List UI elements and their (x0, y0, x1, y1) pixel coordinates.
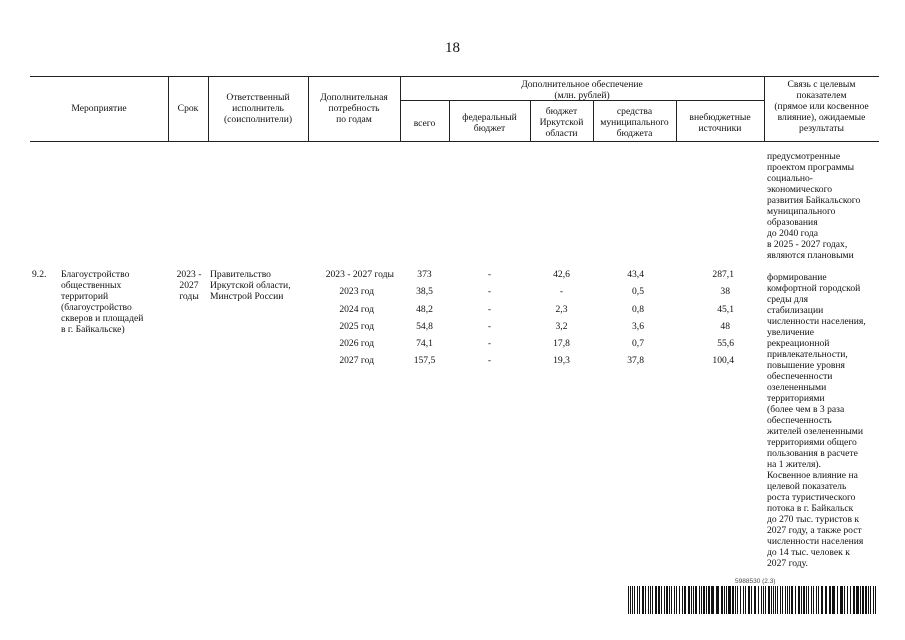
barcode-bar (829, 586, 831, 614)
header-total: всего (413, 118, 436, 129)
barcode-bar (699, 586, 700, 614)
barcode-bar (870, 586, 871, 614)
barcode-bar (791, 586, 793, 614)
barcode-bar (674, 586, 675, 614)
row-extra: 48 (720, 321, 730, 332)
barcode-bar (693, 586, 694, 614)
header-bottom-rule (30, 141, 879, 142)
row-period: 2027 год (339, 355, 374, 366)
barcode-bar (818, 586, 819, 614)
barcode-bar (758, 586, 759, 614)
row-municipal: 0,7 (632, 338, 644, 349)
barcode-bar (664, 586, 665, 614)
barcode-bar (853, 586, 855, 614)
barcode-bar (703, 586, 705, 614)
row-period: 2024 год (339, 304, 374, 315)
barcode-bar (740, 586, 741, 614)
barcode-bar (825, 586, 827, 614)
barcode-bar (875, 586, 876, 614)
barcode-bar (645, 586, 646, 614)
header-funding-group: Дополнительное обеспечение (млн. рублей) (521, 79, 643, 101)
measure-term: 2023 - 2027 годы (176, 269, 202, 302)
row-municipal: 37,8 (627, 355, 644, 366)
barcode-bar (628, 586, 629, 614)
barcode-bar (630, 586, 631, 614)
barcode-bar (837, 586, 838, 614)
measure-executor: Правительство Иркутской области, Минстрой России (210, 269, 291, 302)
barcode-bar (803, 586, 805, 614)
barcode-bar (763, 586, 764, 614)
barcode-bar (655, 586, 657, 614)
barcode-bar (724, 586, 725, 614)
barcode-bar (671, 586, 672, 614)
row-total: 38,5 (416, 286, 433, 297)
row-period: 2026 год (339, 338, 374, 349)
row-regional: 2,3 (555, 304, 568, 315)
barcode-bar (682, 586, 683, 614)
barcode-bar (658, 586, 660, 614)
barcode-bar (735, 586, 736, 614)
barcode-bar (775, 586, 776, 614)
row-federal: - (487, 321, 492, 332)
barcode-bar (801, 586, 802, 614)
barcode-bar (795, 586, 796, 614)
barcode-bar (789, 586, 790, 614)
barcode-bar (785, 586, 786, 614)
barcode-bar (688, 586, 690, 614)
header-need: Дополнительная потребность по годам (320, 92, 388, 125)
row-total: 74,1 (416, 338, 433, 349)
barcode-bar (806, 586, 807, 614)
row-federal: - (487, 269, 492, 280)
barcode-bar (777, 586, 778, 614)
barcode-bar (768, 586, 770, 614)
barcode-bar (754, 586, 756, 614)
barcode-bar (701, 586, 702, 614)
barcode-bar (642, 586, 644, 614)
barcode-bar (737, 586, 738, 614)
barcode-bar (748, 586, 750, 614)
barcode-bar (816, 586, 817, 614)
barcode-bar (634, 586, 635, 614)
row-municipal: 43,4 (627, 269, 644, 280)
row-regional: 17,8 (553, 338, 570, 349)
page-number: 18 (445, 40, 460, 56)
barcode-bar (708, 586, 710, 614)
barcode-bar (648, 586, 649, 614)
barcode-bar (847, 586, 848, 614)
header-regional: бюджет Иркутской области (539, 106, 584, 139)
row-regional: 3,2 (555, 321, 568, 332)
barcode-bar (639, 586, 640, 614)
row-period: 2023 год (339, 286, 374, 297)
row-federal: - (487, 338, 492, 349)
barcode-bar (771, 586, 772, 614)
row-total: 48,2 (416, 304, 433, 315)
row-regional: 19,3 (553, 355, 570, 366)
row-extra: 45,1 (717, 304, 734, 315)
barcode-bar (716, 586, 719, 614)
barcode-bar (711, 586, 714, 614)
row-extra: 38 (720, 286, 730, 297)
barcode-bar (780, 586, 781, 614)
row-federal: - (487, 355, 492, 366)
barcode-bar (732, 586, 734, 614)
barcode-bar (721, 586, 723, 614)
row-extra: 55,6 (717, 338, 734, 349)
barcode-bar (632, 586, 633, 614)
row-federal: - (487, 286, 492, 297)
measure-result-text: формирование комфортной городской среды для стабилизации численности населения, увеличение рекреационной привлекательности, повышение уровня обеспеченности озелененными территориями (более чем в 3 раза обеспеченность жителей озелененными территориями общего пользования в расчете на 1 жителя). Косвенное влияние на целевой показатель роста туристического потока в г. Байкальск до 270 тыс. туристов к 2027 году, а также рост численности населения до 14 тыс. человек к 2027 году. (767, 272, 866, 569)
barcode-bar (666, 586, 668, 614)
header-top-rule (30, 76, 879, 77)
barcode-bar (652, 586, 653, 614)
header-link: Связь с целевым показателем (прямое или косвенное влияние), ожидаемые результаты (774, 79, 869, 134)
barcode-bar (765, 586, 766, 614)
barcode-bar (684, 586, 686, 614)
barcode-bar (728, 586, 731, 614)
barcode-bar (691, 586, 692, 614)
row-extra: 100,4 (712, 355, 734, 366)
barcode-bar (840, 586, 843, 614)
barcode-bar (832, 586, 835, 614)
barcode-bar (844, 586, 845, 614)
measure-name: Благоустройство общественных территорий (благоустройство скверов и площадей в г. Байкальске) (61, 269, 144, 335)
barcode-bar (676, 586, 677, 614)
barcode-bar (865, 586, 867, 614)
barcode-bar (798, 586, 800, 614)
barcode-bar (868, 586, 869, 614)
barcode-bar (745, 586, 746, 614)
barcode-bar (773, 586, 774, 614)
barcode-bar (813, 586, 814, 614)
header-municipal: средства муниципального бюджета (600, 106, 669, 139)
barcode-bar (808, 586, 809, 614)
row-total: 157,5 (413, 355, 436, 366)
barcode-bar (821, 586, 823, 614)
barcode-bar (637, 586, 638, 614)
barcode-bar (679, 586, 680, 614)
barcode-bar (761, 586, 762, 614)
header-federal: федеральный бюджет (462, 112, 517, 134)
row-regional: - (559, 286, 564, 297)
header-extra: внебюджетные источники (689, 112, 751, 134)
row-extra: 287,1 (712, 269, 734, 280)
barcode-bar (856, 586, 859, 614)
barcode-bar (743, 586, 744, 614)
row-total: 373 (417, 269, 432, 280)
row-period: 2025 год (339, 321, 374, 332)
barcode-bar (751, 586, 752, 614)
row-federal: - (487, 304, 492, 315)
barcode-bar (850, 586, 851, 614)
barcode-bar (860, 586, 861, 614)
row-regional: 42,6 (553, 269, 570, 280)
measure-number: 9.2. (32, 269, 47, 280)
header-term: Срок (177, 103, 199, 114)
barcode-bar (669, 586, 670, 614)
barcode-bar (695, 586, 697, 614)
barcode-caption: 5988530 (2.3) (735, 578, 776, 585)
row-municipal: 0,5 (632, 286, 644, 297)
barcode-bar (873, 586, 874, 614)
carryover-result-text: предусмотренные проектом программы социально- экономического развития Байкальского муниципального образования до 2040 года в 2025 - 2027 годах, являются плановыми (767, 151, 861, 261)
barcode-bar (706, 586, 707, 614)
barcode-bar (787, 586, 788, 614)
barcode-bar (811, 586, 812, 614)
row-total: 54,8 (416, 321, 433, 332)
row-municipal: 0,8 (632, 304, 644, 315)
barcode-bar (782, 586, 783, 614)
barcode-bar (650, 586, 651, 614)
barcode-bar (726, 586, 727, 614)
barcode-image (628, 586, 878, 614)
barcode-bar (661, 586, 662, 614)
barcode-bar (862, 586, 864, 614)
row-period: 2023 - 2027 годы (325, 269, 394, 280)
row-municipal: 3,6 (632, 321, 644, 332)
header-measure: Мероприятие (71, 103, 127, 114)
header-executor: Ответственный исполнитель (соисполнители) (223, 92, 293, 125)
